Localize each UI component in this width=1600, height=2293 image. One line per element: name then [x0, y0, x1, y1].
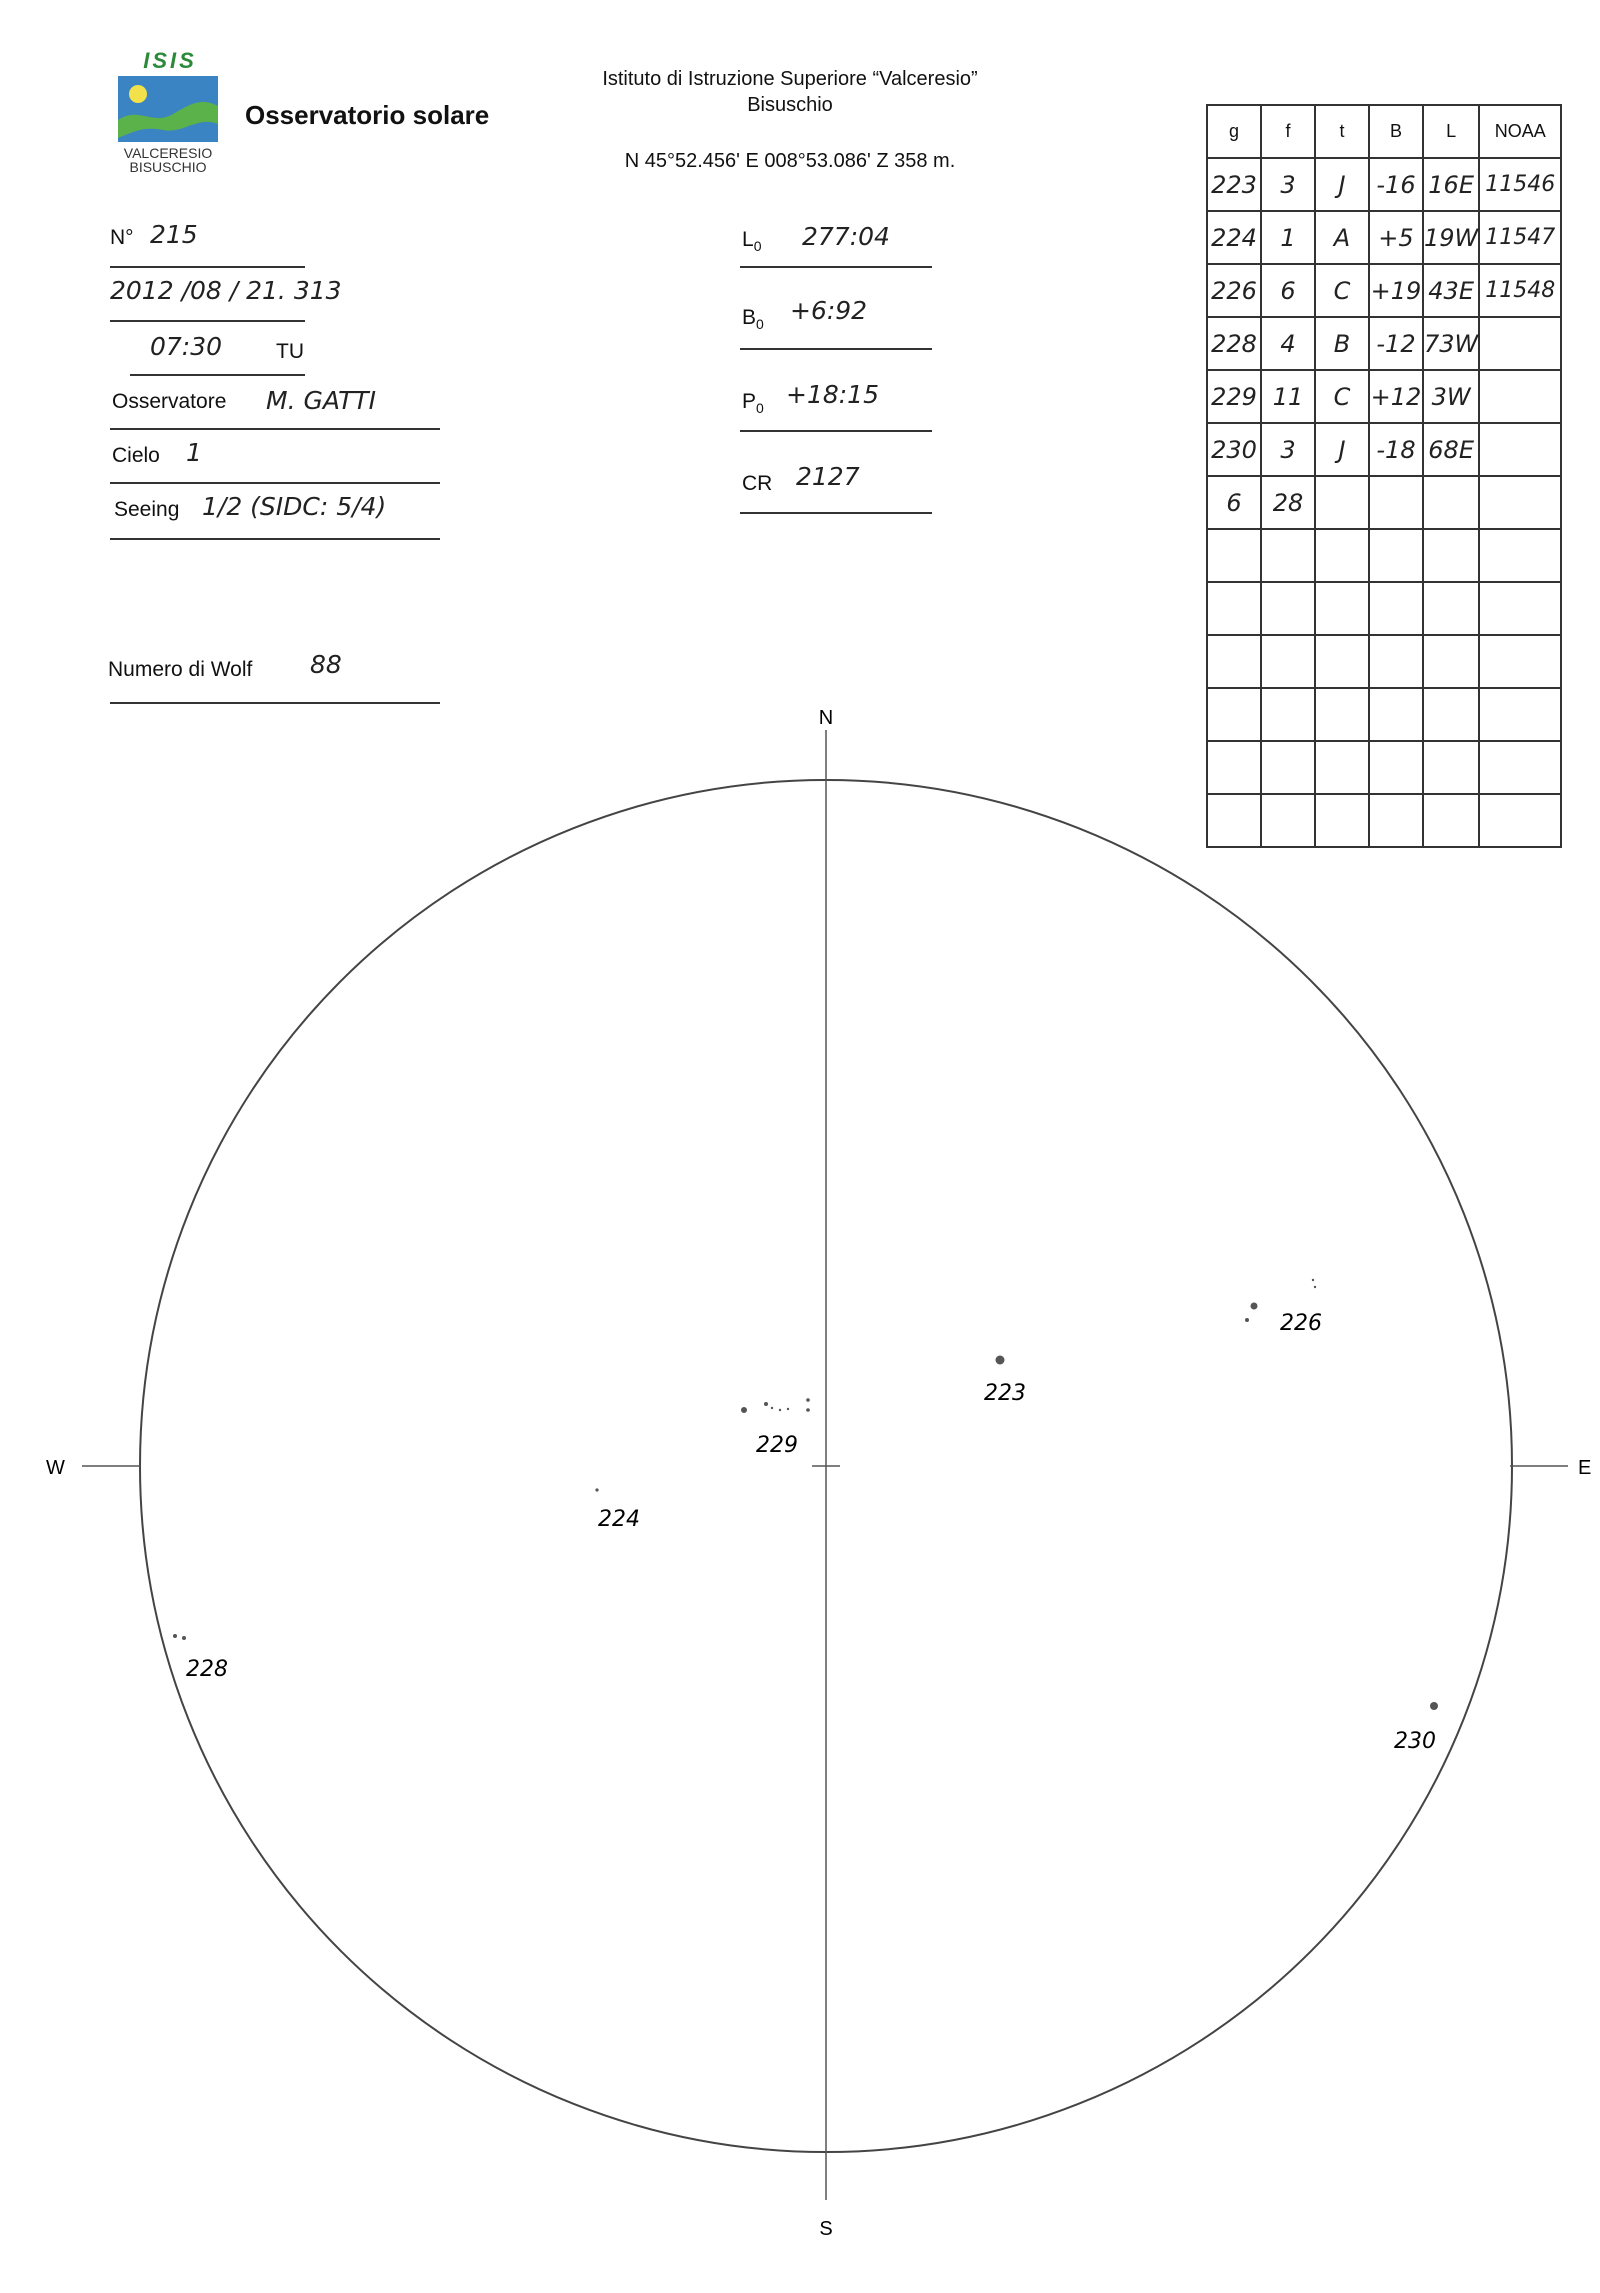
cell-f: 11 — [1261, 370, 1315, 423]
l0-value: 277:04 — [802, 222, 890, 251]
sunspot-229-f — [806, 1398, 810, 1402]
b0-label: $B_0$ — [742, 306, 764, 333]
cell-g: 228 — [1207, 317, 1261, 370]
cell-f: 6 — [1261, 264, 1315, 317]
cell-noaa: 11548 — [1479, 264, 1561, 317]
observer-value: M. GATTI — [266, 386, 377, 415]
cell-noaa: 11547 — [1479, 211, 1561, 264]
wolf-label: Numero di Wolf — [108, 658, 253, 681]
cell-f: 3 — [1261, 423, 1315, 476]
cell-t: A — [1315, 211, 1369, 264]
cell-t: J — [1315, 423, 1369, 476]
group-label-223: 223 — [984, 1381, 1026, 1406]
seeing-label: Seeing — [114, 498, 180, 521]
col-header-l: L — [1423, 105, 1479, 158]
north-label: N — [818, 707, 834, 729]
seeing-value: 1/2 (SIDC: 5/4) — [202, 492, 387, 521]
group-label-226: 226 — [1280, 1311, 1322, 1336]
observer-label: Osservatore — [112, 390, 227, 413]
cell-t: C — [1315, 264, 1369, 317]
sunspot-226-d — [1314, 1286, 1316, 1288]
east-label: E — [1578, 1457, 1592, 1479]
group-label-224: 224 — [598, 1507, 640, 1532]
col-header-b: B — [1369, 105, 1423, 158]
cell-g: 229 — [1207, 370, 1261, 423]
cell-g: 224 — [1207, 211, 1261, 264]
cell-f: 3 — [1261, 158, 1315, 211]
cell-b: +19 — [1369, 264, 1423, 317]
group-label-230: 230 — [1394, 1729, 1436, 1754]
date-value: 2012 /08 / 21. 313 — [110, 276, 342, 305]
cr-value: 2127 — [796, 462, 860, 491]
sunspot-229-a — [741, 1407, 747, 1413]
cell-f: 4 — [1261, 317, 1315, 370]
cell-l: 16E — [1423, 158, 1479, 211]
sunspot-228-a — [173, 1634, 177, 1638]
sunspot-229-c — [771, 1407, 773, 1409]
number-value: 215 — [150, 220, 198, 249]
sunspot-229-e — [787, 1408, 789, 1410]
cell-t: J — [1315, 158, 1369, 211]
logo-subtitle-line1: VALCERESIO — [123, 145, 213, 161]
sunspot-229-d — [779, 1409, 781, 1411]
number-label: N° — [110, 226, 134, 249]
b0-value: +6:92 — [790, 296, 868, 325]
cell-noaa: 11546 — [1479, 158, 1561, 211]
cell-b: -18 — [1369, 423, 1423, 476]
sunspot-230 — [1430, 1702, 1438, 1710]
col-header-g: g — [1207, 105, 1261, 158]
col-header-t: t — [1315, 105, 1369, 158]
cell-l: 3W — [1423, 370, 1479, 423]
sunspot-223 — [996, 1356, 1005, 1365]
institute-line1: Istituto di Istruzione Superiore “Valceresio” — [602, 68, 978, 90]
group-label-228: 228 — [186, 1657, 228, 1682]
sunspot-224 — [595, 1488, 598, 1491]
wolf-value: 88 — [310, 650, 342, 679]
cell-l: 43E — [1423, 264, 1479, 317]
sky-label: Cielo — [112, 444, 160, 467]
p0-label: $P_0$ — [742, 390, 764, 417]
cell-l: 19W — [1423, 211, 1479, 264]
time-unit: TU — [276, 340, 304, 363]
cell-b: -16 — [1369, 158, 1423, 211]
cell-f: 28 — [1261, 476, 1315, 529]
cell-g: 6 — [1207, 476, 1261, 529]
sunspot-226-c — [1312, 1279, 1314, 1281]
cr-label: CR — [742, 472, 773, 495]
l0-label: $L_0$ — [742, 228, 762, 255]
col-header-noaa: NOAA — [1479, 105, 1561, 158]
col-header-f: f — [1261, 105, 1315, 158]
cell-t: B — [1315, 317, 1369, 370]
institute-line2: Bisuschio — [747, 94, 833, 116]
observatory-coordinates: N 45°52.456' E 008°53.086' Z 358 m. — [624, 150, 956, 172]
cell-l: 73W — [1423, 317, 1479, 370]
p0-value: +18:15 — [786, 380, 879, 409]
cell-l: 68E — [1423, 423, 1479, 476]
sky-value: 1 — [186, 438, 202, 467]
cell-b: +12 — [1369, 370, 1423, 423]
time-value: 07:30 — [150, 332, 223, 361]
cell-b: -12 — [1369, 317, 1423, 370]
logo-brand: ISIS — [143, 48, 197, 73]
sunspot-229-b — [764, 1402, 768, 1406]
south-label: S — [819, 2218, 833, 2240]
cell-g: 230 — [1207, 423, 1261, 476]
group-label-229: 229 — [756, 1433, 798, 1458]
cell-t: C — [1315, 370, 1369, 423]
west-label: W — [46, 1457, 65, 1479]
cell-b: +5 — [1369, 211, 1423, 264]
logo-subtitle-line2: BISUSCHIO — [129, 159, 207, 175]
cell-g: 226 — [1207, 264, 1261, 317]
cell-g: 223 — [1207, 158, 1261, 211]
observatory-title: Osservatorio solare — [245, 100, 490, 130]
sunspot-229-g — [806, 1408, 810, 1412]
sunspot-228-b — [182, 1636, 186, 1640]
cell-f: 1 — [1261, 211, 1315, 264]
sunspot-226-b — [1245, 1318, 1249, 1322]
sunspot-226-a — [1251, 1303, 1258, 1310]
